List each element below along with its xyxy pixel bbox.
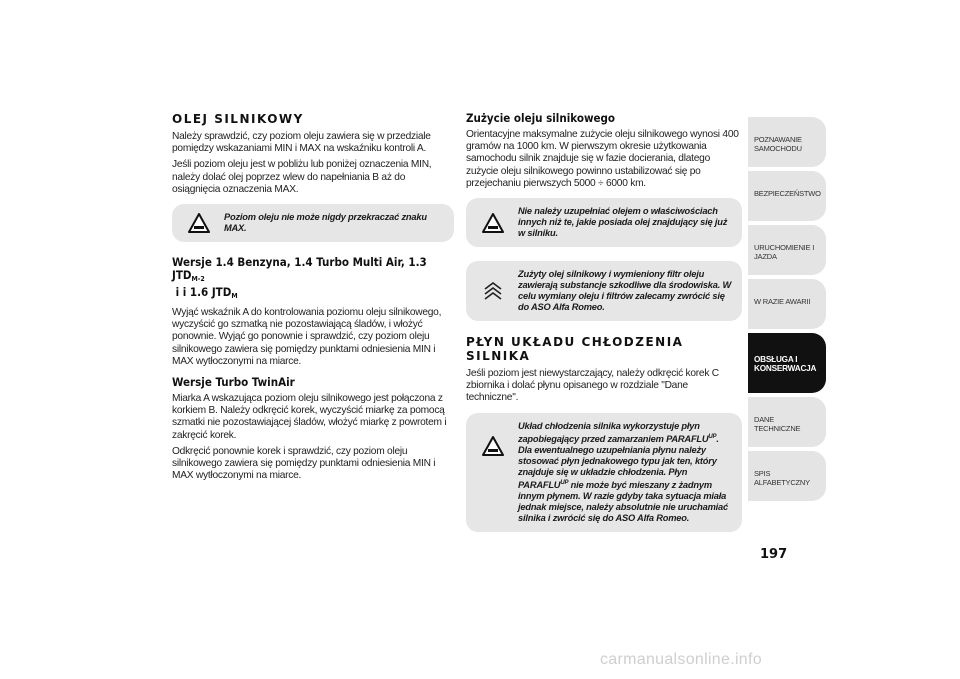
environment-chevrons-icon <box>482 280 504 302</box>
warning-notice <box>172 204 454 242</box>
paragraph: Orientacyjne maksymalne zużycie oleju silnikowego wynosi 400 gramów na 1000 km. W pierwszym okresie użytkowania samochodu silnik znajduje się w fazie docierania, dlatego zużycie oleju silnikowego powinno ustabilizować się po przejechaniu pierwszych 5000 ÷ 6000 km. <box>466 129 739 189</box>
section-heading-coolant: PŁYN UKŁADU CHŁODZENIA SILNIKA <box>466 335 684 364</box>
notice-superscript: UP <box>560 479 569 486</box>
chapter-tab[interactable]: BEZPIECZEŃSTWO <box>748 171 826 221</box>
paragraph: Odkręcić ponownie korek i sprawdzić, czy poziom oleju silnikowego zawiera się pomiędzy punktami odniesienia MIN i MAX wytłoczonymi na miarce. <box>172 445 436 482</box>
notice-text-part: . Dla ewentualnego uzupełniania płynu należy stosować płyn jednakowego typu jak ten, który znajduje się w układzie chłodzenia. Płyn PARAFLU <box>518 433 719 490</box>
chapter-tab[interactable]: POZNAWANIE SAMOCHODU <box>748 117 826 167</box>
paragraph: Należy sprawdzić, czy poziom oleju zawiera się w przedziale pomiędzy wskazaniami MIN i MAX na wskaźniku kontroli A. <box>172 131 431 155</box>
page-number: 197 <box>760 547 788 562</box>
heading-subscript: M-2 <box>191 275 205 284</box>
chapter-tabs <box>748 117 826 505</box>
subheading-oil-consumption: Zużycie oleju silnikowego <box>466 111 616 125</box>
paragraph: Wyjąć wskaźnik A do kontrolowania poziomu oleju silnikowego, wyczyścić go szmatką nie pozostawiającą śladów, i włożyć ponownie. Wyjąć go ponownie i sprawdzić, czy poziom oleju silnikowego zawiera się pomiędzy punktami odniesienia MIN i MAX wytłoczonymi na miarce. <box>172 307 442 367</box>
notice-text-part: nie może być mieszany z żadnym innym płynem. W razie gdyby taka sytuacja miała jednak miejsce, należy absolutnie nie uruchamiać silnika i zwrócić się do ASO Alfa Romeo. <box>518 479 728 523</box>
notice-text-part: Układ chłodzenia silnika wykorzystuje płyn zapobiegający przed zamarzaniem PARAFLU <box>518 420 709 444</box>
heading-part: i 1.6 JTD <box>182 285 232 300</box>
heading-part: Wersje 1.4 Benzyna, 1.4 Turbo Multi Air, 1.3 JTD <box>172 255 427 283</box>
notice-text: Nie należy uzupełniać olejem o właściwościach innych niż te, jakie posiada olej znajdujący się już w silniku. <box>518 206 728 239</box>
notice-superscript: UP <box>708 433 717 440</box>
notice-text <box>476 421 732 524</box>
warning-triangle-icon <box>188 212 210 234</box>
heading-subscript: M <box>231 292 238 301</box>
warning-triangle-icon <box>482 212 504 234</box>
section-heading-engine-oil: OLEJ SILNIKOWY <box>172 112 304 126</box>
environment-notice <box>466 261 742 321</box>
chapter-tab[interactable]: DANE TECHNICZNE <box>748 397 826 447</box>
chapter-tab[interactable]: OBSŁUGA I KONSERWACJA <box>748 333 826 393</box>
subheading-turbo-twinair: Wersje Turbo TwinAir <box>172 375 295 390</box>
notice-text: Poziom oleju nie może nigdy przekraczać znaku MAX. <box>224 212 427 234</box>
right-column <box>466 112 742 546</box>
left-column <box>172 112 454 486</box>
notice-text: Zużyty olej silnikowy i wymieniony filtr oleju zawierają substancje szkodliwe dla środowiska. W celu wymiany oleju i filtrów zalecamy zwrócić się do ASO Alfa Romeo. <box>518 269 732 313</box>
warning-notice <box>466 198 742 247</box>
watermark: carmanualsonline.info <box>600 651 762 668</box>
subheading-engine-versions: Wersje 1.4 Benzyna, 1.4 Turbo Multi Air, 1.3 $JTD_{M-2}$ i i 1.6 $JTD_M$ <box>172 255 427 301</box>
paragraph: Jeśli poziom oleju jest w pobliżu lub poniżej oznaczenia MIN, należy dolać olej poprzez wlew do napełniania B aż do osiągnięcia oznaczenia MAX. <box>172 159 432 195</box>
warning-notice <box>466 413 742 532</box>
paragraph: Jeśli poziom jest niewystarczający, należy odkręcić korek C zbiornika i dolać płynu opisanego w rozdziale "Dane techniczne". <box>466 368 719 404</box>
chapter-tab[interactable]: W RAZIE AWARII <box>748 279 826 329</box>
paragraph: Miarka A wskazująca poziom oleju silnikowego jest połączona z korkiem B. Należy odkręcić korek, wyczyścić miarkę za pomocą szmatki nie pozostawiającej śladów, włożyć miarkę z powrotem i zakręcić korek. <box>172 393 447 441</box>
warning-triangle-icon <box>482 435 504 457</box>
chapter-tab[interactable]: SPIS ALFABETYCZNY <box>748 451 826 501</box>
chapter-tab[interactable]: URUCHOMIENIE I JAZDA <box>748 225 826 275</box>
